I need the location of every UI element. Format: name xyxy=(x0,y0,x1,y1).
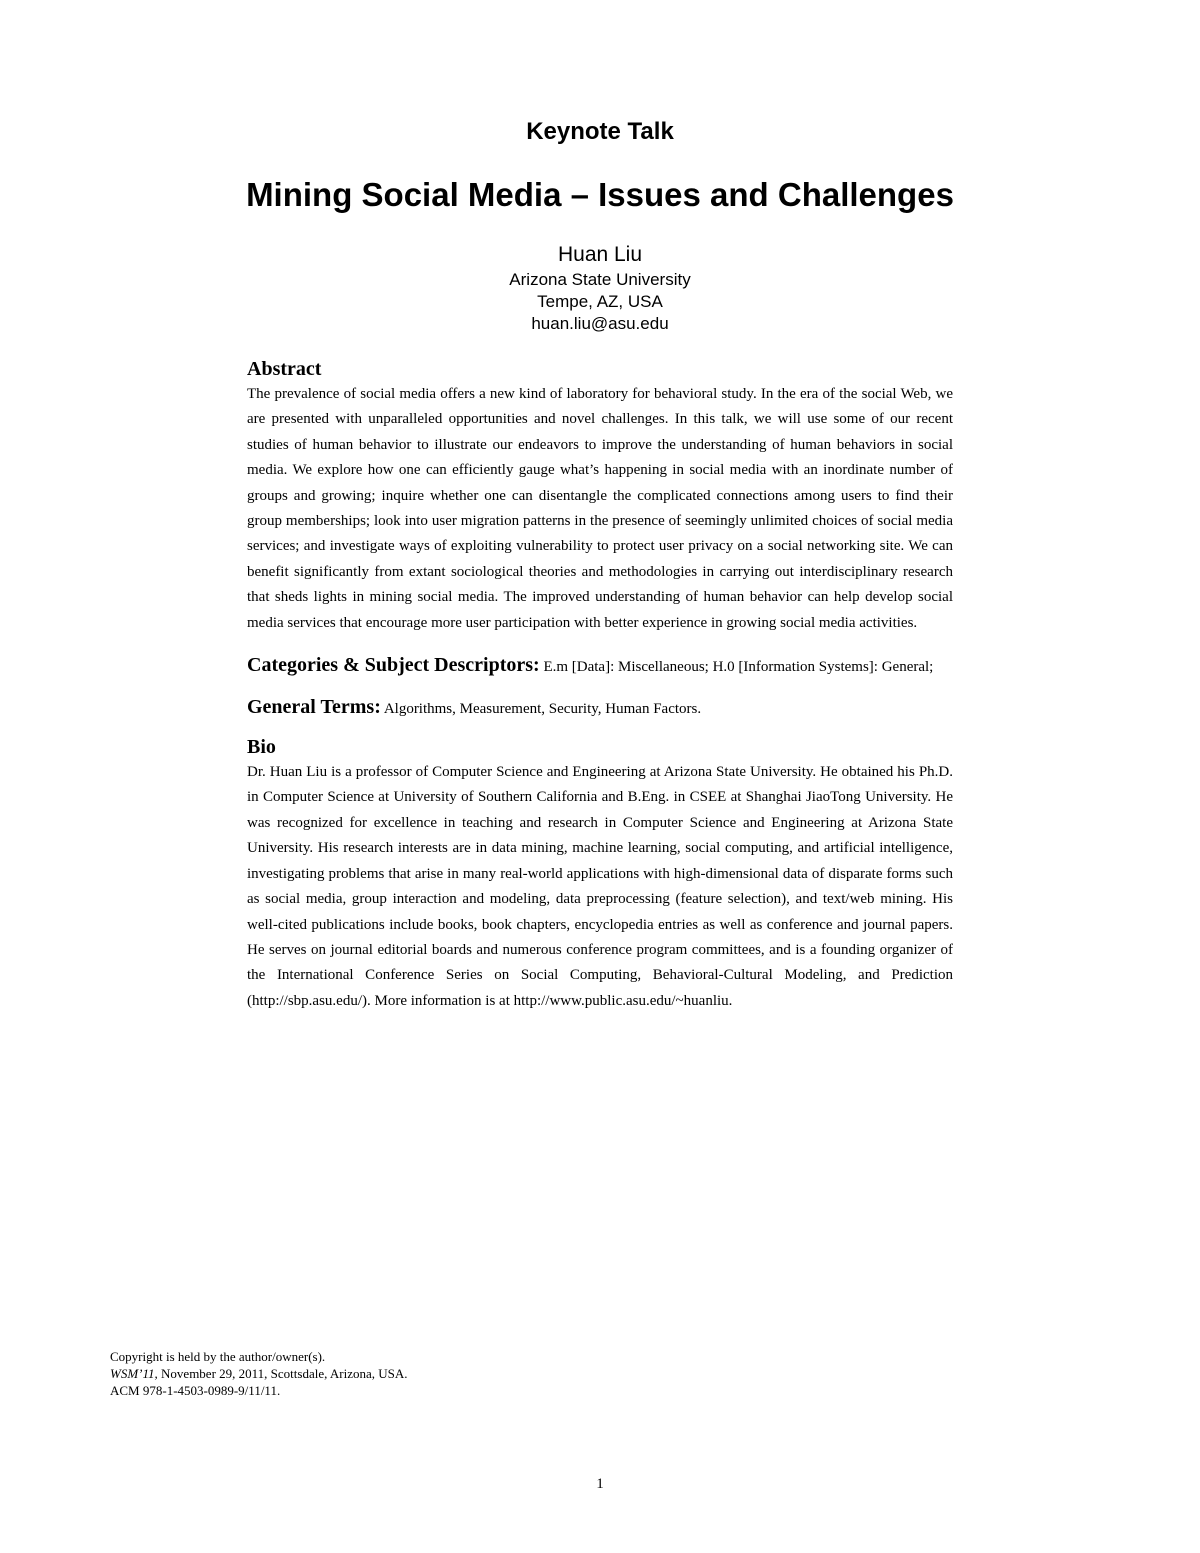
bio-text: Dr. Huan Liu is a professor of Computer Science and Engineering at Arizona State University. He obtained his Ph.D. in Computer Science at University of Southern California and B.Eng. in CSEE at Shanghai JiaoTong University. He was recognized for excellence in teaching and research in Computer Science and Engineering at Arizona State University. His research interests are in data mining, machine learning, social computing, and artificial intelligence, investigating problems that arise in many real-world applications with high-dimensional data of disparate forms such as social media, group interaction and modeling, data preprocessing (feature selection), and text/web mining. His well-cited publications include books, book chapters, encyclopedia entries as well as conference and journal papers. He serves on journal editorial boards and numerous conference program committees, and is a founding organizer of the International Conference Series on Social Computing, Behavioral-Cultural Modeling, and Prediction (http://sbp.asu.edu/). More information is at http://www.public.asu.edu/~huanliu. xyxy=(247,764,953,1009)
abstract-heading: Abstract xyxy=(247,358,322,380)
abstract-section xyxy=(247,356,953,636)
general-terms-section xyxy=(247,696,953,720)
copyright-footnote xyxy=(110,1348,408,1399)
author-email[interactable]: huan.liu@asu.edu xyxy=(531,314,669,333)
bio-heading: Bio xyxy=(247,736,276,759)
general-terms-text: Algorithms, Measurement, Security, Human Factors. xyxy=(383,701,702,718)
abstract-text: The prevalence of social media offers a new kind of laboratory for behavioral study. In the era of the social Web, we are presented with unparalleled opportunities and novel challenges. In this talk, we will use some of our recent studies of human behavior to illustrate our endeavors to improve the understanding of human behaviors in social media. We explore how one can efficiently gauge what’s happening in social media with an inordinate number of groups and growing; inquire whether one can disentangle the complicated connections among users to find their group memberships; look into user migration patterns in the presence of seemingly unlimited choices of social media services; and investigate ways of exploiting vulnerability to protect user privacy on a social networking site. We can benefit significantly from extant sociological theories and methodologies in carrying out interdisciplinary research that sheds lights in mining social media. The improved understanding of human behavior can help develop social media services that encourage more user participation with better experience in growing social media activities. xyxy=(247,386,953,631)
general-terms-heading: General Terms: xyxy=(247,696,381,719)
general-terms-paragraph xyxy=(247,696,953,720)
categories-text: E.m [Data]: Miscellaneous; H.0 [Information Systems]: General; xyxy=(543,659,934,676)
venue-detail: November 29, 2011, Scottsdale, Arizona, USA. xyxy=(157,1366,408,1381)
bio-section xyxy=(247,734,953,1014)
author-location: Tempe, AZ, USA xyxy=(537,292,663,311)
categories-heading: Categories & Subject Descriptors: xyxy=(247,654,540,677)
author-name: Huan Liu xyxy=(557,243,643,266)
categories-section xyxy=(247,654,953,678)
author-affiliation: Arizona State University xyxy=(509,270,691,289)
copyright-line: Copyright is held by the author/owner(s). xyxy=(110,1349,326,1364)
page-number: 1 xyxy=(596,1476,604,1492)
main-content xyxy=(247,356,953,1014)
categories-paragraph xyxy=(247,654,953,678)
paper-title: Mining Social Media – Issues and Challenges xyxy=(246,176,954,213)
venue-line xyxy=(110,1365,408,1382)
acm-line: ACM 978-1-4503-0989-9/11/11. xyxy=(110,1383,281,1398)
author-block xyxy=(0,241,1200,335)
venue-name: WSM’11, xyxy=(110,1366,158,1381)
keynote-label: Keynote Talk xyxy=(526,118,674,145)
